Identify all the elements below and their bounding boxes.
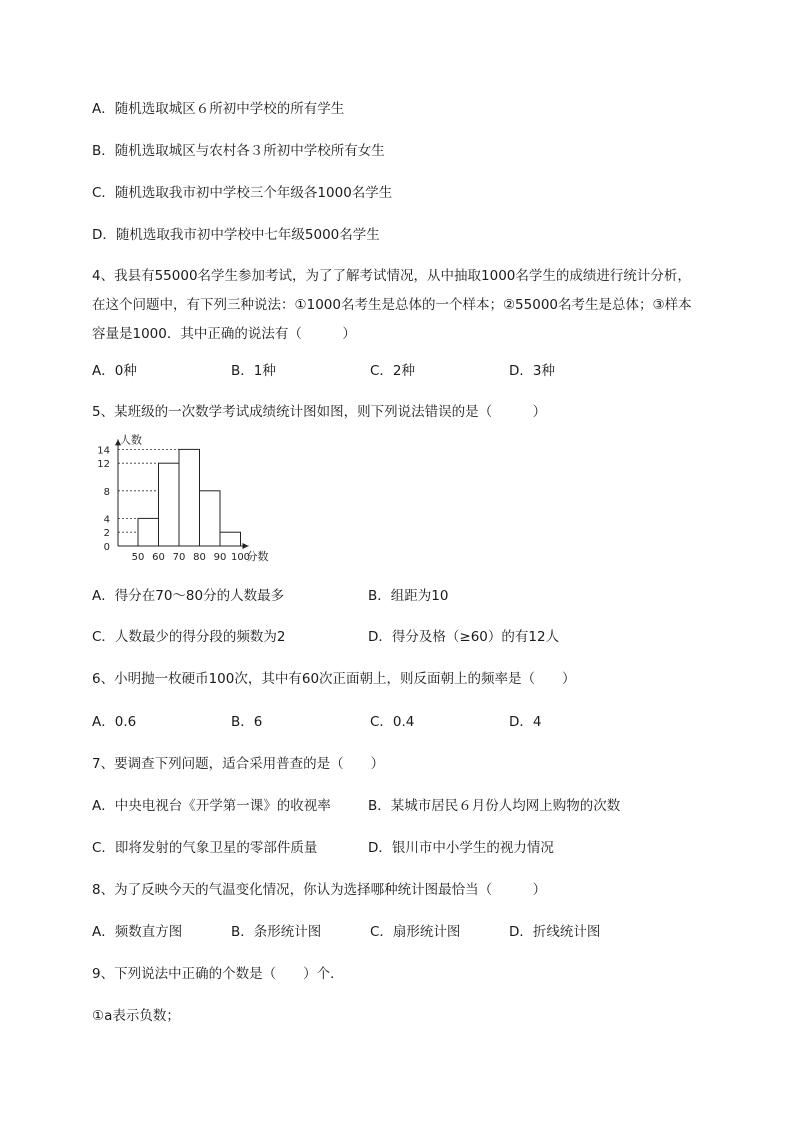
x-axis-arrow [243,543,249,549]
q3-option-a: A．随机选取城区６所初中学校的所有学生 [92,101,345,117]
q4-option-c: C．2种 [370,363,416,379]
q8-option-d: D．折线统计图 [509,924,601,940]
q4-option-b: B．1种 [231,363,276,379]
y-tick-label-14: 14 [97,445,110,457]
q4-stem-line-1: 4、我县有55000名学生参加考试，为了了解考试情况，从中抽取1000名学生的成绩进行统计分析， [92,268,691,284]
x-tick-label-100: 100 [230,552,251,563]
q9-stem: 9、下列说法中正确的个数是（ ）个． [92,966,344,982]
q3-option-b: B．随机选取城区与农村各３所初中学校所有女生 [92,143,385,159]
x-axis-label: 分数 [246,550,269,563]
q5-option-a: A．得分在70～80分的人数最多 [92,588,285,604]
histogram-bar-90-100 [220,532,241,546]
q4-stem-line-2: 在这个问题中，有下列三种说法：①1000名考生是总体的一个样本；②55000名考生是总体；③样本 [92,297,692,313]
y-tick-label-12: 12 [97,459,110,471]
q6-option-b: B．6 [231,714,263,730]
q4-option-a: A．0种 [92,363,137,379]
q8-option-b: B．条形统计图 [231,924,322,940]
q7-option-c: C．即将发射的气象卫星的零部件质量 [92,840,318,856]
histogram-bar-50-60 [138,518,159,546]
y-tick-label-8: 8 [103,486,110,498]
q8-option-c: C．扇形统计图 [370,924,461,940]
q6-option-c: C．0.4 [370,714,415,730]
q7-option-b: B．某城市居民６月份人均网上购物的次数 [368,798,621,814]
q4-stem-line-3: 容量是1000．其中正确的说法有（ ） [92,326,356,342]
q5-stem: 5、某班级的一次数学考试成绩统计图如图，则下列说法错误的是（ ） [92,404,547,420]
q6-option-d: D．4 [509,714,542,730]
x-tick-label-80: 80 [193,552,206,563]
y-axis-label: 人数 [120,433,142,447]
q8-stem: 8、为了反映今天的气温变化情况，你认为选择哪种统计图最恰当（ ） [92,882,547,898]
y-tick-label-0: 0 [103,542,110,553]
q7-stem: 7、要调查下列问题，适合采用普查的是（ ） [92,756,385,772]
y-tick-label-4: 4 [103,514,110,526]
q8-option-a: A．频数直方图 [92,924,183,940]
q5-option-c: C．人数最少的得分段的频数为2 [92,629,286,645]
x-tick-label-60: 60 [152,552,165,563]
q3-option-c: C．随机选取我市初中学校三个年级各1000名学生 [92,185,393,201]
y-tick-label-2: 2 [103,528,110,540]
q4-option-d: D．3种 [509,363,555,379]
x-tick-label-50: 50 [131,552,145,563]
histogram-bar-70-80 [179,449,200,546]
q3-option-d: D．随机选取我市初中学校中七年级5000名学生 [92,227,380,243]
x-tick-label-70: 70 [172,552,186,563]
q7-option-a: A．中央电视台《开学第一课》的收视率 [92,798,331,814]
histogram-bar-60-70 [159,463,180,546]
x-tick-label-90: 90 [213,552,227,563]
q7-option-d: D．银川市中小学生的视力情况 [368,840,554,856]
q5-option-d: D．得分及格（≥60）的有12人 [368,629,560,645]
q4-stem [92,262,752,349]
histogram-bar-80-90 [200,491,221,546]
q6-stem: 6、小明抛一枚硬币100次，其中有60次正面朝上，则反面朝上的频率是（ ） [92,671,576,687]
q9-item-1: ①a表示负数； [92,1008,180,1024]
q6-option-a: A．0.6 [92,714,137,730]
q5-option-b: B．组距为10 [368,588,449,604]
histogram-chart [88,433,308,568]
